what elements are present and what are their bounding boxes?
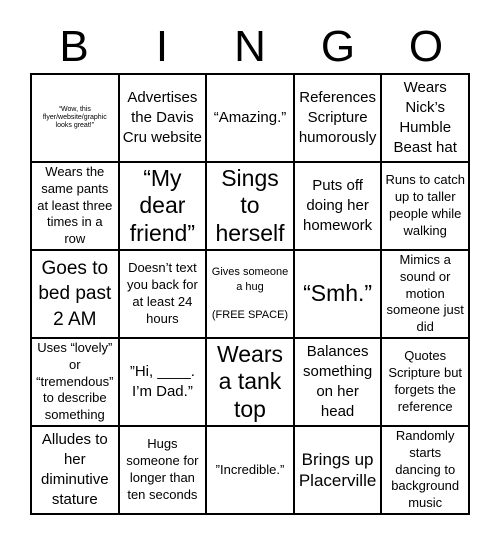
bingo-cell-r4c4[interactable]: Balances something on her head bbox=[294, 338, 382, 426]
bingo-cell-r4c5[interactable]: Quotes Scripture but forgets the reference bbox=[381, 338, 469, 426]
bingo-cell-r3c1[interactable]: Goes to bed past 2 AM bbox=[31, 250, 119, 338]
bingo-grid bbox=[30, 73, 470, 515]
bingo-header bbox=[30, 22, 470, 72]
bingo-cell-r2c4[interactable]: Puts off doing her homework bbox=[294, 162, 382, 250]
bingo-cell-r2c3[interactable]: Sings to herself bbox=[206, 162, 294, 250]
bingo-cell-r2c5[interactable]: Runs to catch up to taller people while walking bbox=[381, 162, 469, 250]
bingo-cell-r1c4[interactable]: References Scripture humorously bbox=[294, 74, 382, 162]
bingo-cell-r2c1[interactable]: Wears the same pants at least three times in a row bbox=[31, 162, 119, 250]
bingo-cell-r5c2[interactable]: Hugs someone for longer than ten seconds bbox=[119, 426, 207, 514]
bingo-cell-r5c4[interactable]: Brings up Placerville bbox=[294, 426, 382, 514]
bingo-cell-r4c3[interactable]: Wears a tank top bbox=[206, 338, 294, 426]
bingo-cell-r4c1[interactable]: Uses “lovely” or “tremendous” to describe something bbox=[31, 338, 119, 426]
header-letter-n: N bbox=[234, 22, 266, 71]
bingo-cell-r5c3[interactable]: ”Incredible.” bbox=[206, 426, 294, 514]
bingo-cell-r1c1[interactable]: “Wow, this flyer/website/graphic looks great!” bbox=[31, 74, 119, 162]
header-letter-o: O bbox=[408, 22, 444, 71]
header-letter-b: B bbox=[59, 22, 89, 71]
bingo-cell-r3c2[interactable]: Doesn’t text you back for at least 24 hours bbox=[119, 250, 207, 338]
bingo-cell-r1c5[interactable]: Wears Nick’s Humble Beast hat bbox=[381, 74, 469, 162]
bingo-cell-r1c3[interactable]: “Amazing.” bbox=[206, 74, 294, 162]
header-letter-i: I bbox=[155, 22, 169, 71]
bingo-cell-r3c4[interactable]: “Smh.” bbox=[294, 250, 382, 338]
bingo-cell-r4c2[interactable]: ”Hi, ____. I’m Dad.” bbox=[119, 338, 207, 426]
bingo-cell-r3c5[interactable]: Mimics a sound or motion someone just did bbox=[381, 250, 469, 338]
bingo-cell-free-space[interactable]: Gives someone a hug (FREE SPACE) bbox=[206, 250, 294, 338]
bingo-cell-r5c1[interactable]: Alludes to her diminutive stature bbox=[31, 426, 119, 514]
bingo-cell-r2c2[interactable]: “My dear friend” bbox=[119, 162, 207, 250]
bingo-cell-r5c5[interactable]: Randomly starts dancing to background music bbox=[381, 426, 469, 514]
header-letter-g: G bbox=[320, 22, 356, 71]
bingo-cell-r1c2[interactable]: Advertises the Davis Cru website bbox=[119, 74, 207, 162]
